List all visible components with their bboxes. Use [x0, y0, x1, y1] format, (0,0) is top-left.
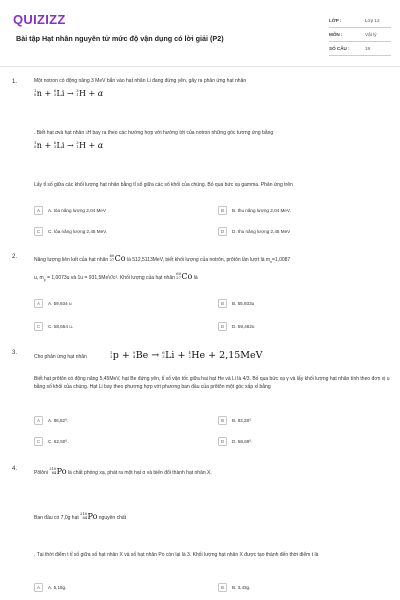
option-box: A [34, 583, 43, 592]
header-divider [0, 66, 400, 67]
option-box: B [218, 206, 227, 215]
meta-label-count: SỐ CÂU : [329, 46, 350, 51]
meta-value-class: Lớp 12 [365, 18, 380, 23]
reaction-equation: 1 0 n + 6 3 Li → 3 1 H + α [34, 89, 104, 98]
answer-option-c[interactable]: C C. tỏa năng lượng 2,45 MeV. [34, 227, 107, 236]
question-text: . Biết hạt αvà hạt nhân 3H bay ra theo các hướng hợp với hướng tới của notron những góc tương ứng bằng [34, 130, 274, 136]
answer-option-b[interactable]: B B. 83,28⁰ [218, 416, 251, 425]
option-box: C [34, 227, 43, 236]
page-title: Bài tập Hạt nhân nguyên tử mức độ vận dụng có lời giải (P2) [16, 34, 224, 43]
question-number: 3. [12, 350, 18, 356]
meta-divider [329, 27, 391, 28]
answer-option-a[interactable]: A A. tỏa năng lượng 2,04 MeV [34, 206, 106, 215]
question-text: Cho phản ứng hạt nhân [34, 354, 87, 360]
meta-value-count: 19 [365, 46, 371, 51]
meta-label-subject: MÔN : [329, 32, 343, 37]
question-text: Pôlôni 210 84 Po là chất phóng xạ, phát ra một hạt α và biến đổi thành hạt nhân X. [34, 467, 212, 476]
question-number: 4. [12, 466, 18, 472]
reaction-equation: 1 0 n + 6 3 Li → 3 1 H + α [34, 141, 104, 150]
question-number: 1. [12, 79, 18, 85]
answer-option-a[interactable]: A A. 86,82⁰. [34, 416, 68, 425]
answer-option-d[interactable]: D D. 58,69⁰. [218, 437, 252, 446]
answer-option-b[interactable]: B B. 3,43g. [218, 583, 250, 592]
meta-divider [329, 41, 391, 42]
option-box: B [218, 299, 227, 308]
answer-option-c[interactable]: C C. 58,654 u. [34, 322, 73, 331]
question-number: 2. [12, 254, 18, 260]
option-box: C [34, 437, 43, 446]
answer-option-d[interactable]: D D. 59,462u [218, 322, 254, 331]
answer-option-a[interactable]: A A. 5,15g. [34, 583, 66, 592]
option-box: B [218, 583, 227, 592]
reaction-equation: 1 1 p + 9 4 Be → 6 3 Li + 4 2 He + 2,15MeV [110, 350, 263, 361]
question-text: Một notron có động năng 3 MeV bắn vào hạt nhân Li đang đứng yên, gây ra phản ứng hạt nhân [34, 78, 247, 84]
option-box: B [218, 416, 227, 425]
quizizz-logo: QUIZIZZ [13, 12, 66, 27]
option-box: D [218, 437, 227, 446]
question-text: Biết hạt prôtôn có động năng 5,45MeV, hạt Be đứng yên, tỉ số vận tốc giữa hai hạt He và Li là 4/3. Bỏ qua bức xạ γ và lấy khối lượng hạt nhân tính theo đơn vị u bằng số khối của chúng. Hạt Li bay theo phương hợp với phương ban đầu của prôtôn một góc xấp xỉ bằng [34, 376, 390, 390]
answer-option-a[interactable]: A A. 59,934 u [34, 299, 72, 308]
option-box: C [34, 322, 43, 331]
answer-option-b[interactable]: B B. thu năng lượng 2,04 MeV. [218, 206, 291, 215]
question-text: u, $m_p = 1,0073u$ và 1u = 931,5MeV/c². Khối lượng của hạt nhân 60 27 Co là [34, 272, 198, 282]
answer-option-b[interactable]: B B. 55,933u [218, 299, 254, 308]
question-text: . Tại thời điểm t tỉ số giữa số hạt nhân X và số hạt nhân Po còn lại là 3. Khối lượng hạt nhân X được tạo thành đến thời điểm t là [34, 552, 319, 558]
question-text: Năng lượng liên kết của hạt nhân 60 27 Co là 512,5113MeV, biết khối lượng của notrôn, prôtôn lần lượt là $m_n=1,0087$ [34, 254, 291, 264]
option-box: D [218, 322, 227, 331]
question-text: Ban đầu có 7,0g hạt 210 84 Po nguyên chất [34, 512, 127, 521]
answer-option-c[interactable]: C C. 62,50⁰. [34, 437, 68, 446]
meta-label-class: LỚP : [329, 18, 342, 23]
answer-option-d[interactable]: D D. thu năng lượng 2,45 MeV [218, 227, 290, 236]
meta-divider [329, 55, 391, 56]
option-box: A [34, 299, 43, 308]
option-box: D [218, 227, 227, 236]
option-box: A [34, 416, 43, 425]
option-box: A [34, 206, 43, 215]
meta-value-subject: Vật lý [365, 32, 377, 37]
question-text: Lấy tỉ số giữa các khối lượng hạt nhân bằng tỉ số giữa các số khối của chúng. Bỏ qua bức xạ gamma. Phản ứng trên [34, 182, 293, 188]
